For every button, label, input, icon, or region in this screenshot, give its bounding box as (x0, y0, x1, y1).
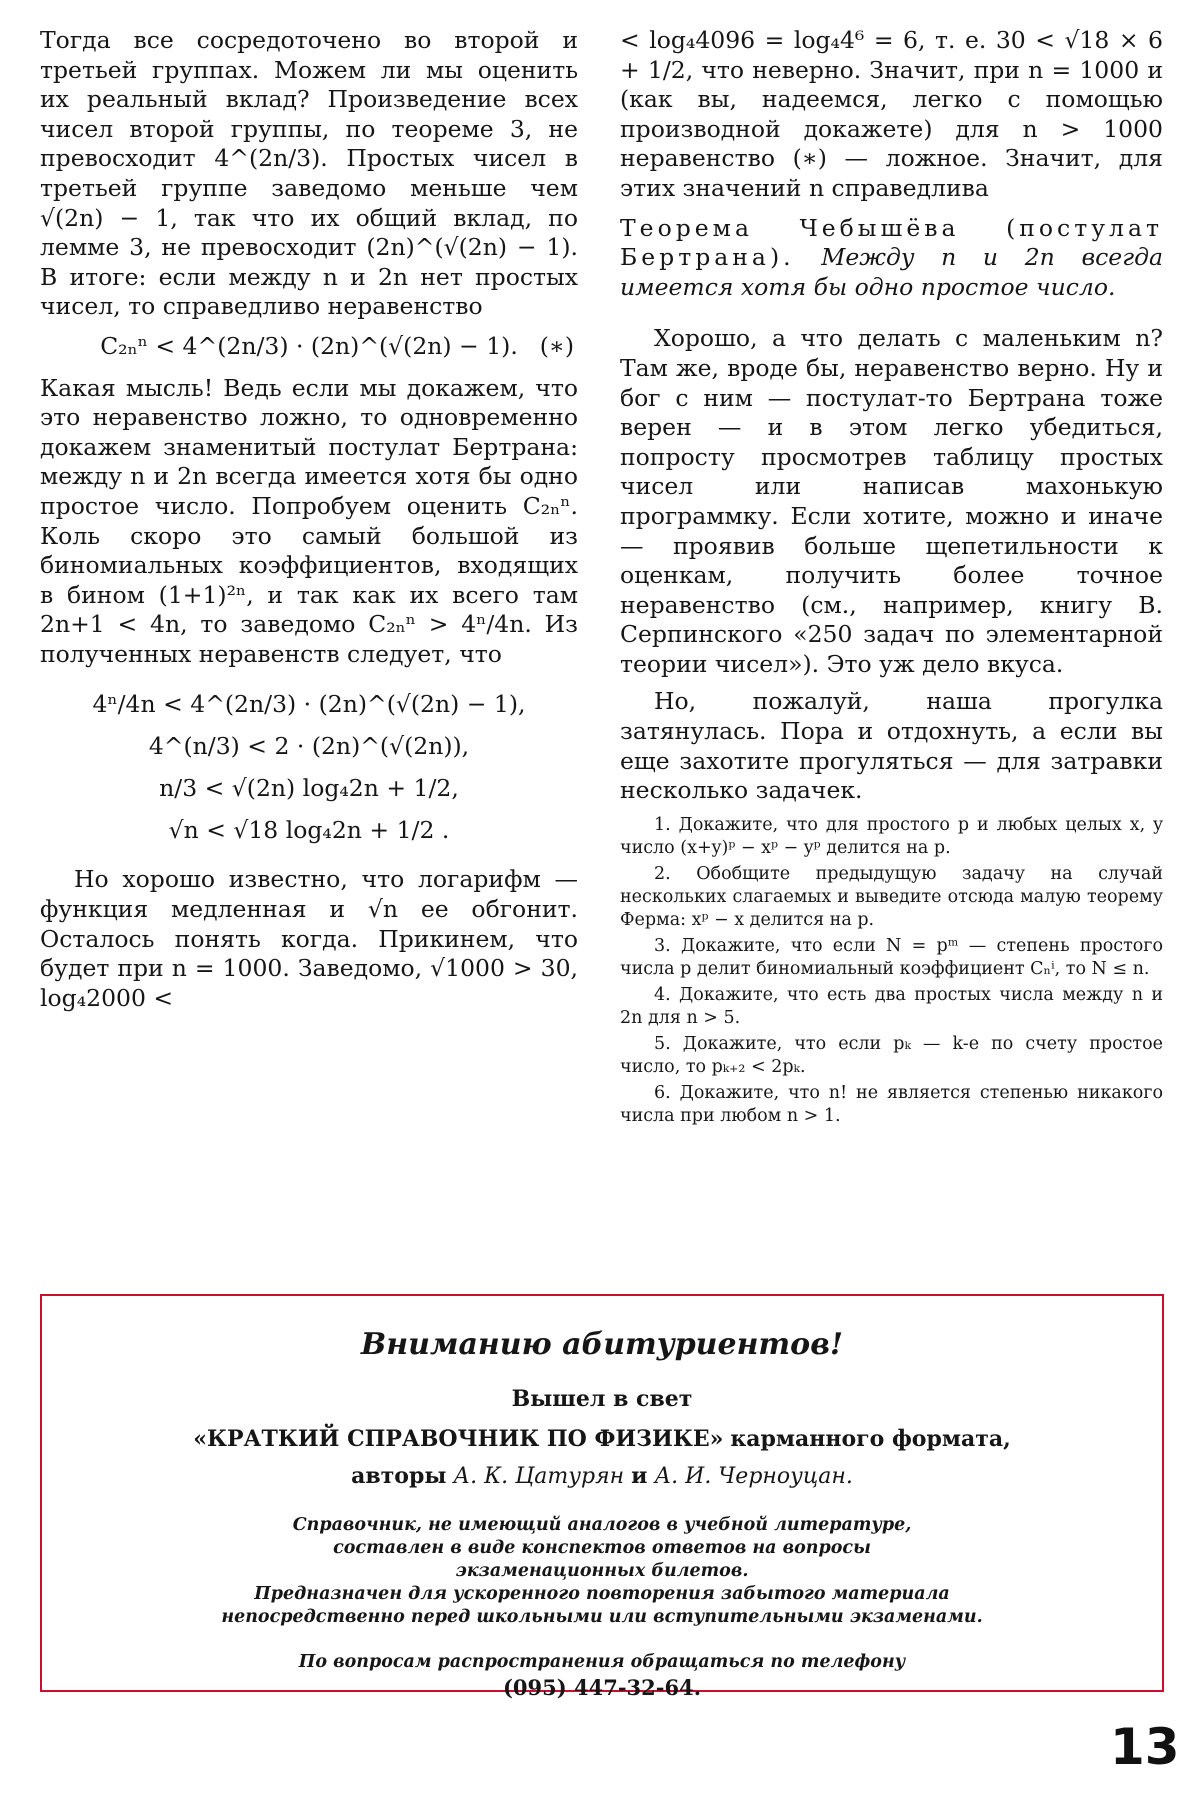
formula-line: √n < √18 log₄2n + 1/2 . (168, 816, 450, 845)
formula-line: 4^(n/3) < 2 · (2n)^(√(2n)), (148, 732, 470, 761)
ad-book-title: «КРАТКИЙ СПРАВОЧНИК ПО ФИЗИКЕ» (193, 1426, 724, 1452)
ad-book-line (42, 1424, 1162, 1455)
problem-item: 3. Докажите, что если N = pᵐ — степень простого числа p делит биномиальный коэффициент Cₙⁱ, то N ≤ n. (620, 935, 1163, 979)
right-column (620, 26, 1163, 1131)
ad-desc-line: экзаменационных билетов. (455, 1561, 749, 1581)
advertisement-box (40, 1294, 1164, 1700)
problem-item: 5. Докажите, что если pₖ — k-е по счету простое число, то pₖ₊₂ < 2pₖ. (620, 1033, 1163, 1077)
problem-list (620, 814, 1163, 1128)
formula-tag: (∗) (539, 331, 574, 360)
ad-desc-line: составлен в виде конспектов ответов на вопросы (333, 1538, 871, 1558)
ad-author: А. К. Цатурян (453, 1464, 625, 1489)
formula-line: 4ⁿ/4n < 4^(2n/3) · (2n)^(√(2n) − 1), (92, 690, 526, 719)
formula-block (40, 683, 578, 851)
paragraph: < log₄4096 = log₄4⁶ = 6, т. е. 30 < √18 × 6 + 1/2, что неверно. Значит, при n = 1000 и (как вы, надеемся, легко с помощью производной докажете) для n > 1000 неравенство (∗) — ложное. Значит, для этих значений n справедлива (620, 26, 1163, 202)
ad-title: Вниманию абитуриентов! (360, 1327, 844, 1362)
ad-desc-line: непосредственно перед школьными или вступительными экзаменами. (221, 1607, 983, 1627)
ad-book-format: карманного формата, (730, 1426, 1011, 1452)
left-column (40, 26, 578, 1013)
formula-star (40, 332, 578, 362)
ad-author: А. И. Черноуцан. (654, 1464, 853, 1489)
paragraph: Хорошо, а что делать с маленьким n? Там же, вроде бы, неравенство верно. Ну и бог с ним — постулат-то Бертрана тоже верен — и в этом легко убедиться, попросту просмотрев таблицу простых чисел или написав махонькую программку. Если хотите, можно и иначе — проявив больше щепетильности к оценкам, получить более точное неравенство (см., например, книгу В. Серпинского «250 задач по элементарной теории чисел»). Это уж дело вкуса. (620, 324, 1163, 678)
paragraph: Тогда все сосредоточено во второй и третьей группах. Можем ли мы оценить их реальный вклад? Произведение всех чисел второй группы, по теореме 3, не превосходит 4^(2n/3). Простых чисел в третьей группе заведомо меньше чем √(2n) − 1, так что их общий вклад, по лемме 3, не превосходит (2n)^(√(2n) − 1). В итоге: если между n и 2n нет простых чисел, то справедливо неравенство (40, 26, 578, 321)
ad-desc-line: Предназначен для ускоренного повторения забытого материала (254, 1584, 950, 1604)
ad-authors-label: авторы (351, 1463, 447, 1489)
theorem-body: Между n и 2n всегда имеется хотя бы одно простое число. (620, 243, 1163, 301)
ad-phone: (095) 447-32-64. (502, 1675, 702, 1700)
paragraph: Какая мысль! Ведь если мы докажем, что это неравенство ложно, то одновременно докажем знаменитый постулат Бертрана: между n и 2n всегда имеется хотя бы одно простое число. Попробуем оценить C₂ₙⁿ. Коль скоро это самый большой из биномиальных коэффициентов, входящих в бином (1+1)²ⁿ, и так как их всего там 2n+1 < 4n, то заведомо C₂ₙⁿ > 4ⁿ/4n. Из полученных неравенств следует, что (40, 373, 578, 668)
ad-description (42, 1514, 1162, 1629)
ad-desc-line: Справочник, не имеющий аналогов в учебной литературе, (292, 1515, 912, 1535)
ad-and: и (631, 1463, 648, 1489)
paragraph: Но, пожалуй, наша прогулка затянулась. Пора и отдохнуть, а если вы еще захотите прогуляться — для затравки несколько задачек. (620, 687, 1163, 805)
theorem (620, 214, 1163, 303)
ad-authors-line (42, 1461, 1162, 1492)
problem-item: 6. Докажите, что n! не является степенью никакого числа при любом n > 1. (620, 1082, 1163, 1126)
problem-item: 2. Обобщите предыдущую задачу на случай нескольких слагаемых и выведите отсюда малую теорему Ферма: xᵖ − x делится на p. (620, 863, 1163, 930)
problem-item: 4. Докажите, что есть два простых числа между n и 2n для n > 5. (620, 984, 1163, 1028)
formula-line: n/3 < √(2n) log₄2n + 1/2, (159, 774, 459, 803)
ad-announcement: Вышел в свет (511, 1386, 693, 1412)
problem-item: 1. Докажите, что для простого p и любых целых x, y число (x+y)ᵖ − xᵖ − yᵖ делится на p. (620, 814, 1163, 858)
ad-contact: По вопросам распространения обращаться по телефону (298, 1652, 906, 1672)
page-number: 13 (1110, 1718, 1180, 1776)
formula: C₂ₙⁿ < 4^(2n/3) · (2n)^(√(2n) − 1). (100, 331, 518, 360)
theorem-heading: Теорема Чебышёва (постулат Бертрана). (620, 213, 1163, 272)
paragraph: Но хорошо известно, что логарифм — функция медленная и √n ее обгонит. Осталось понять когда. Прикинем, что будет при n = 1000. Заведомо, √1000 > 30, log₄2000 < (40, 865, 578, 1012)
